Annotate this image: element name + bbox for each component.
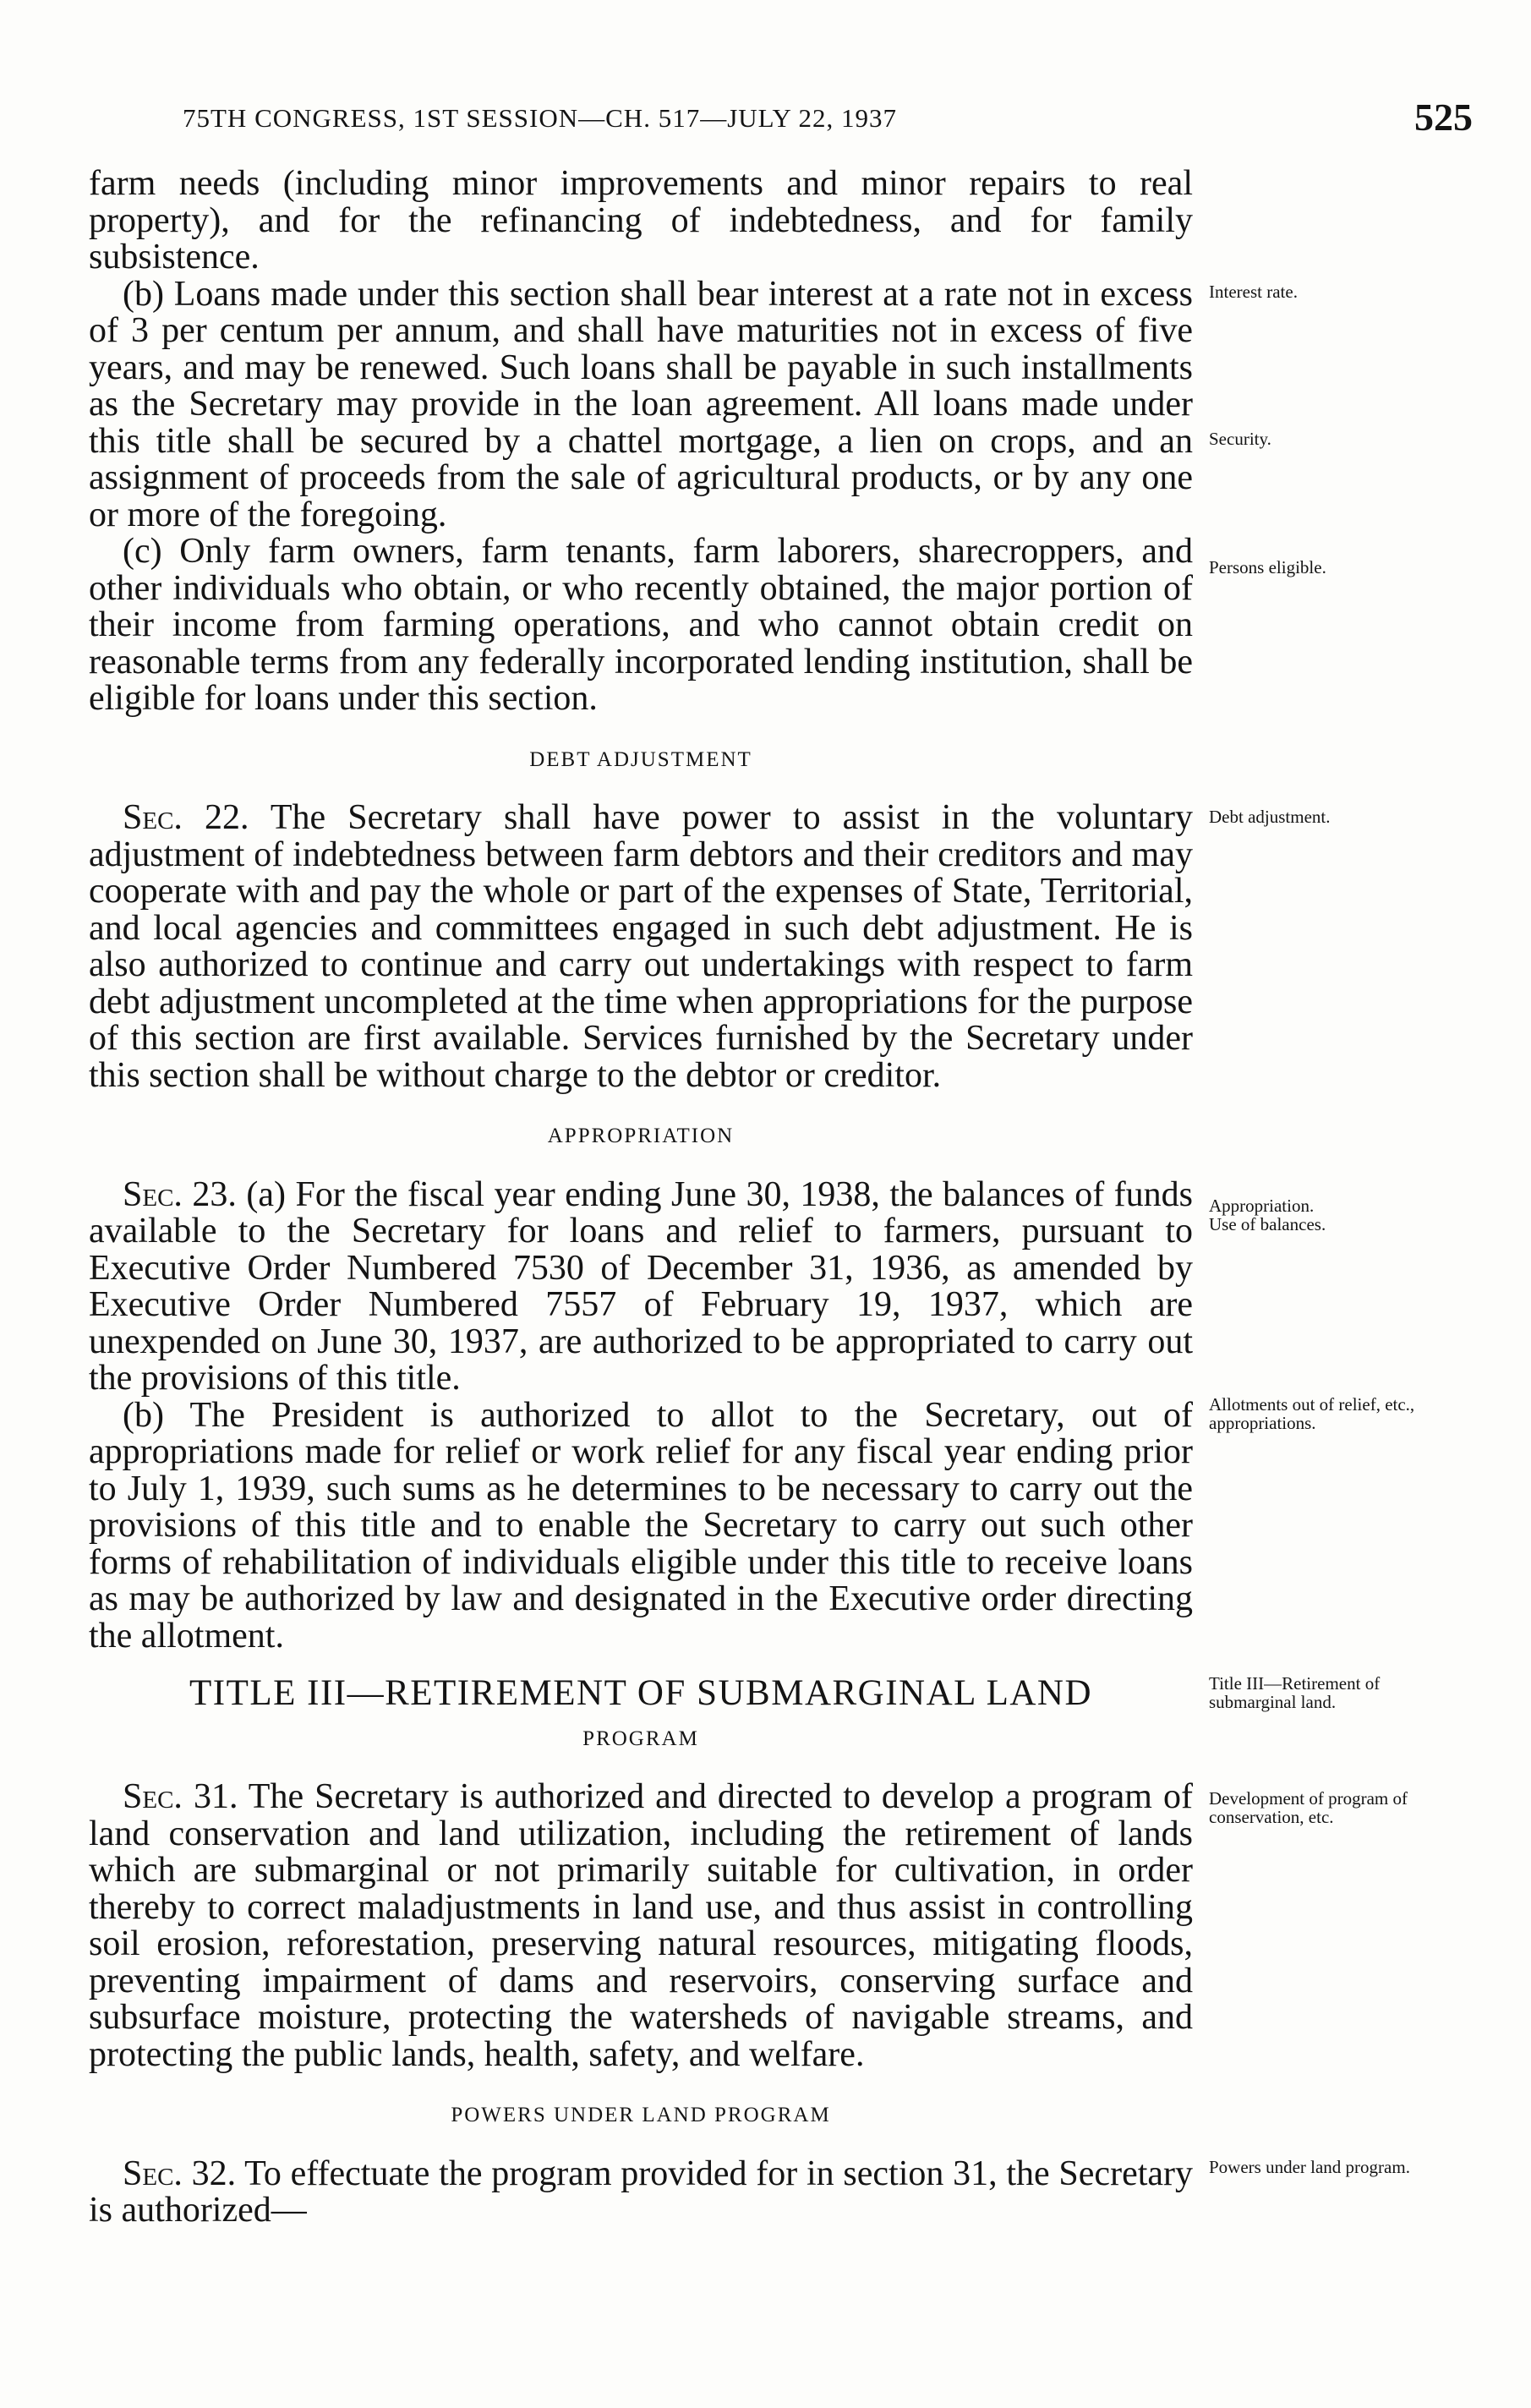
page-header [183,95,1473,145]
heading-appropriation: APPROPRIATION [547,1125,735,1147]
section-23-text: (a) For the fiscal year ending June 30, 1938, the balances of funds available to the Secretary for loans and relief to farmers, pursuant to Executive Order Numbered 7530 of December 31, 1936, as amended by Executive Order Numbered 7557 of February 19, 1937, which are unexpended on June 30, 1937, are authorized to be appropriated to carry out the provisions of this title. [89,1174,1194,1398]
paragraph-persons-eligible: (c) Only farm owners, farm tenants, farm laborers, sharecroppers, and other individuals who obtain, or who recently obtained, the major portion of their income from farming operations, and who cannot obtain credit on reasonable terms from any federally incorporated lending institution, shall be eligible for loans under this section. [89,532,1193,718]
margin-note-powers: Powers under land program. [1209,2157,1410,2177]
section-22 [89,800,1193,1094]
section-32-text: To effectuate the program provided for in section 31, the Secretary is authorized— [89,2154,1194,2230]
margin-note-debt-adjustment: Debt adjustment. [1209,807,1331,827]
section-31-text: The Secretary is authorized and directed to develop a program of land conservation and land utilization, including the retirement of lands which are submarginal or not primarily suitable for cultivation, in order thereby to correct maladjustments in land use, and thus assist in controlling soil erosion, reforestation, preserving natural resources, mitigating floods, preventing impairment of dams and reservoirs, conserving surface and subsurface moisture, protecting the watersheds of navigable streams, and protecting the public lands, health, safety, and welfare. [89,1777,1193,2074]
section-31-label: Sec. 31. [123,1777,238,1816]
margin-note-appropriation: Appropriation. [1209,1196,1315,1216]
margin-note-title-iii: Title III—Retirement of submarginal land. [1209,1673,1381,1712]
section-32-label: Sec. 32. [123,2154,237,2193]
title-iii-heading: TITLE III—RETIREMENT OF SUBMARGINAL LAND [189,1673,1093,1713]
page-number: 525 [1414,96,1473,139]
section-22-label: Sec. 22. [123,798,249,837]
heading-program: PROGRAM [582,1727,699,1750]
margin-note-use-of-balances: Use of balances. [1209,1214,1326,1234]
paragraph-farm-needs: farm needs (including minor improvements and minor repairs to real property), and for the refinancing of indebtedness, and for family subsistence. [89,164,1193,276]
body-text [89,166,1193,2230]
margin-note-security: Security. [1209,429,1271,449]
section-22-text: The Secretary shall have power to assist in the voluntary adjustment of indebtedness between farm debtors and their creditors and may cooperate with and pay the whole or part of the expenses of State, Territorial, and local agencies and committees engaged in such debt adjustment. He is also authorized to continue and carry out undertakings with respect to farm debt adjustment uncompleted at the time when appropriations for the purpose of this section are first available. Services furnished by the Secretary under this section shall be without charge to the debtor or creditor. [89,798,1193,1095]
heading-debt-adjustment: DEBT ADJUSTMENT [529,747,752,771]
paragraph-president-allot: (b) The President is authorized to allot to the Secretary, out of appropriations made for relief or work relief for any fiscal year ending prior to July 1, 1939, such sums as he determines to be necessary to carry out the provisions of this title and to enable the Secretary to carry out such other forms of rehabilitation of individuals eligible under this title to receive loans as may be authorized by law and designated in the Executive order directing the allotment. [89,1395,1193,1656]
section-31 [89,1779,1193,2073]
margin-note-allotments: Allotments out of relief, etc., appropriations. [1209,1394,1415,1433]
paragraph-loans-interest: (b) Loans made under this section shall bear interest at a rate not in excess of 3 per centum per annum, and shall have maturities not in excess of five years, and may be renewed. Such loans shall be payable in such installments as the Secretary may provide in the loan agreement. All loans made under this title shall be secured by a chattel mortgage, a lien on crops, and an assignment of proceeds from the sale of agricultural products, or by any one or more of the foregoing. [89,274,1193,534]
heading-powers-under-land-program: POWERS UNDER LAND PROGRAM [451,2104,831,2126]
margin-note-persons-eligible: Persons eligible. [1209,557,1326,577]
section-23-label: Sec. 23. [123,1174,237,1214]
margin-note-interest-rate: Interest rate. [1209,282,1298,302]
margin-note-development: Development of program of conservation, etc. [1209,1788,1408,1827]
section-23 [89,1174,1194,1398]
running-head: 75TH CONGRESS, 1ST SESSION—CH. 517—JULY 22, 1937 [183,103,897,133]
section-32 [89,2156,1193,2230]
